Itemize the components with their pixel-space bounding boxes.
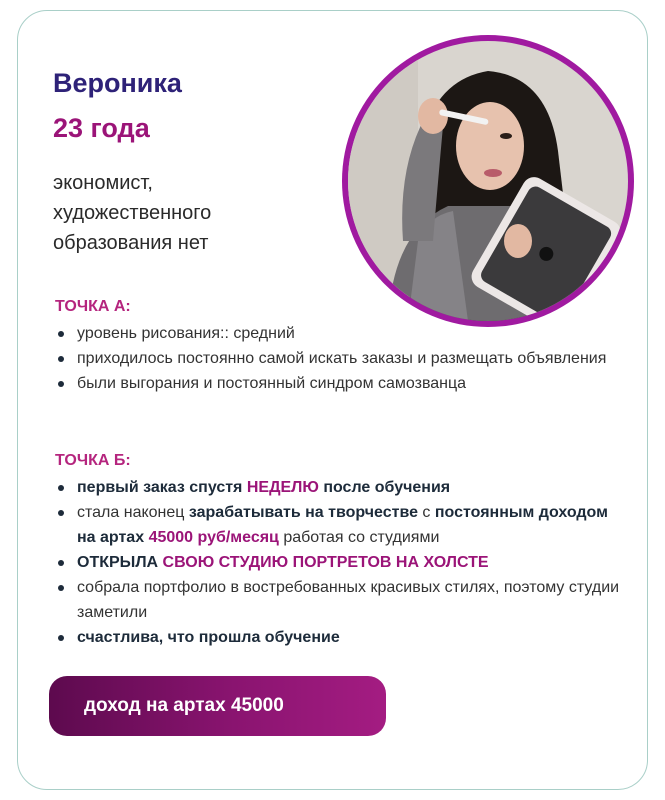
list-item: уровень рисования:: средний (55, 321, 630, 346)
list-item: собрала портфолио в востребованных красивых стилях, поэтому студии заметили (55, 575, 630, 625)
profession-line: образования нет (53, 232, 209, 254)
person-profession (53, 168, 313, 258)
income-button[interactable] (49, 676, 386, 736)
portrait-illustration (348, 41, 628, 321)
point-b-list (55, 475, 630, 650)
list-item: приходилось постоянно самой искать заказы и размещать объявления (55, 346, 630, 371)
list-item: счастлива, что прошла обучение (55, 625, 630, 650)
point-a-label: ТОЧКА А: (55, 298, 131, 315)
list-item: первый заказ спустя НЕДЕЛЮ после обучения (55, 475, 630, 500)
profession-line: художественного (53, 202, 212, 224)
point-b-label: ТОЧКА Б: (55, 452, 131, 469)
profile-photo (348, 41, 628, 321)
person-age: 23 года (53, 113, 150, 143)
list-item: ОТКРЫЛА СВОЮ СТУДИЮ ПОРТРЕТОВ НА ХОЛСТЕ (55, 550, 630, 575)
profession-line: экономист, (53, 172, 153, 194)
income-button-label: доход на артах 45000 (84, 695, 284, 716)
list-item: стала наконец зарабатывать на творчестве с постоянным доходом на артах 45000 руб/месяц работая со студиями (55, 500, 630, 550)
person-name: Вероника (53, 68, 182, 98)
list-item: были выгорания и постоянный синдром самозванца (55, 371, 630, 396)
profile-photo-frame (342, 35, 634, 327)
point-a-list (55, 321, 630, 396)
